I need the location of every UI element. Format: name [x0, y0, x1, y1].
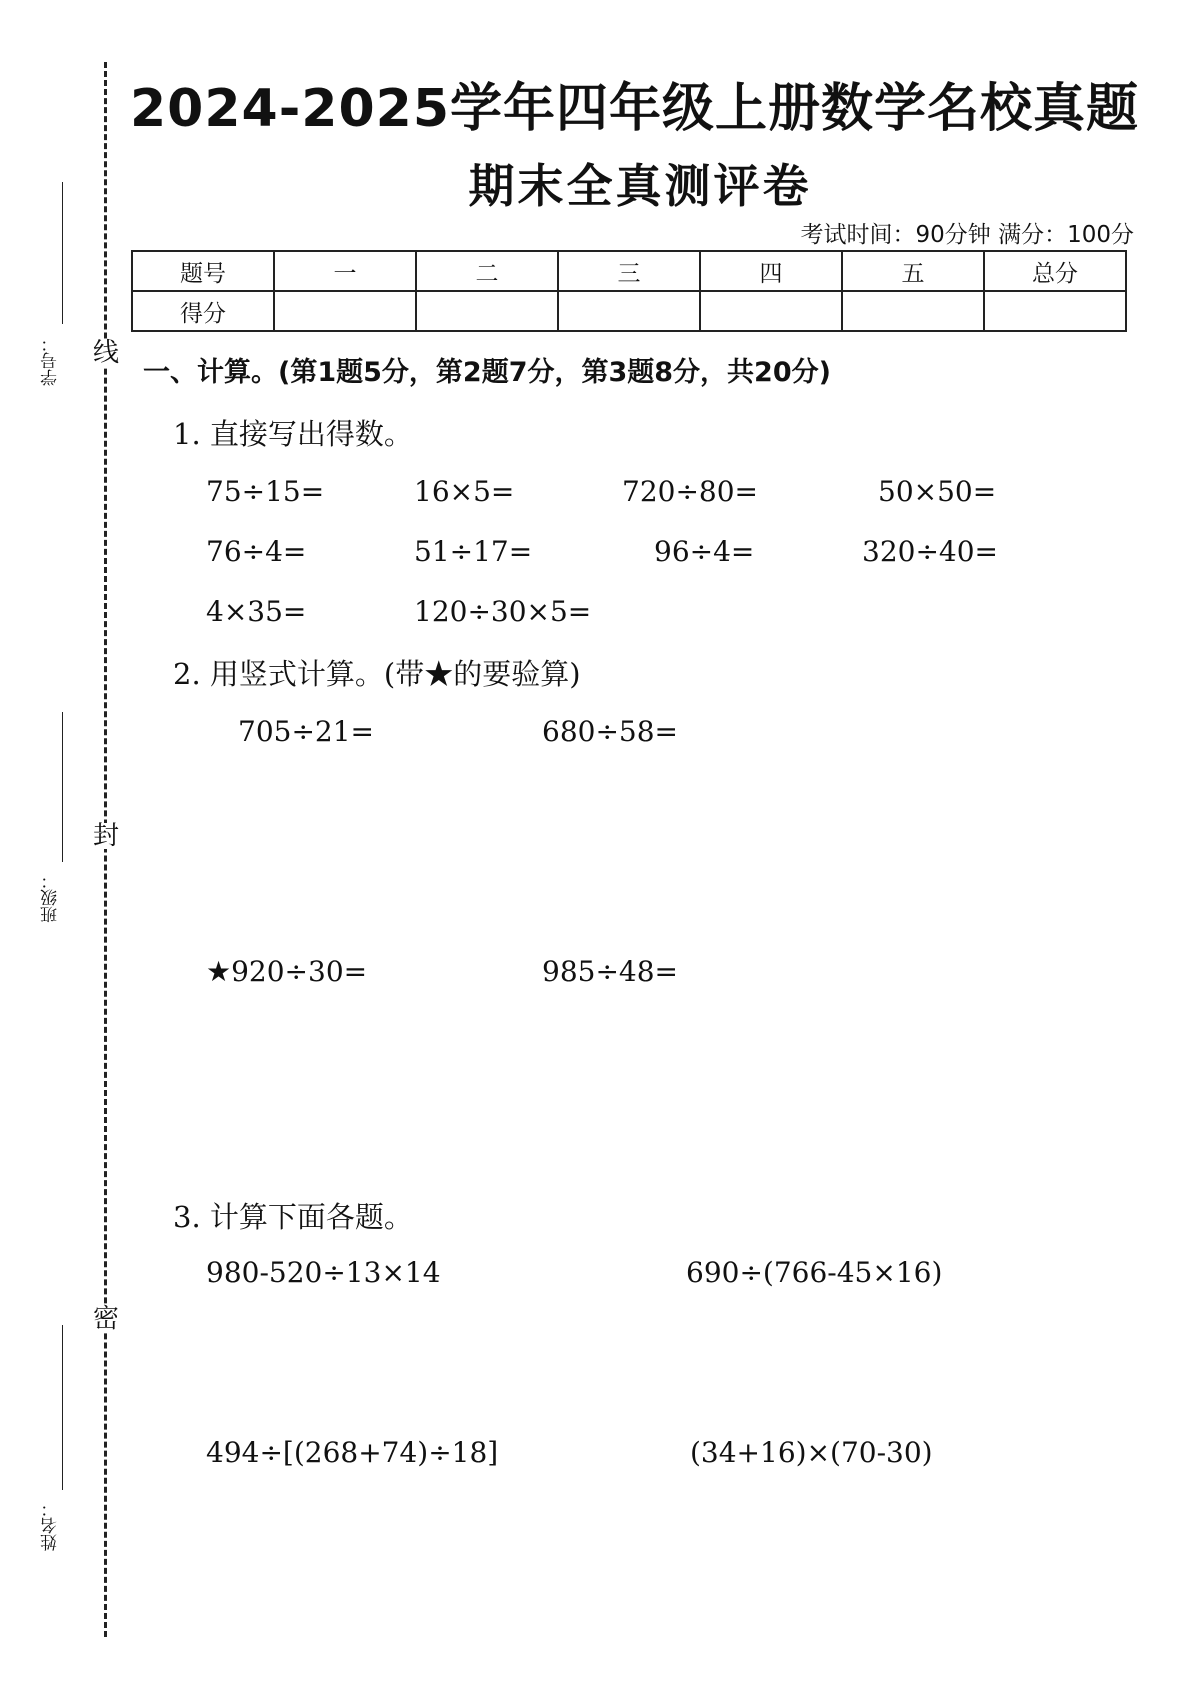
section-1-title: 一、计算。(第1题5分，第2题7分，第3题8分，共20分) [143, 357, 831, 388]
score-cell[interactable] [842, 291, 984, 331]
student-id-label: 学号： [41, 335, 61, 386]
q1-item: 50×50= [878, 475, 997, 508]
q2-item: 985÷48= [542, 955, 678, 988]
q1-item: 16×5= [414, 475, 515, 508]
q1-item: 51÷17= [414, 535, 533, 568]
q1-item: 76÷4= [206, 535, 307, 568]
score-table-score-row [132, 291, 1126, 331]
score-table-header-cell: 一 [274, 251, 416, 291]
score-row-label: 得分 [132, 291, 274, 331]
score-table-header-cell: 二 [416, 251, 558, 291]
score-table [131, 250, 1127, 332]
score-cell[interactable] [416, 291, 558, 331]
q1-item: 4×35= [206, 595, 307, 628]
page-title: 2024-2025学年四年级上册数学名校真题 [130, 79, 1140, 139]
exam-info: 考试时间：90分钟 满分：100分 [800, 222, 1134, 248]
q1-item: 320÷40= [862, 535, 998, 568]
q3-item: 494÷[(268+74)÷18] [206, 1436, 499, 1469]
q3-title: 3. 计算下面各题。 [173, 1200, 413, 1234]
score-cell[interactable] [700, 291, 842, 331]
score-table-header-cell: 四 [700, 251, 842, 291]
q1-item: 120÷30×5= [414, 595, 592, 628]
q2-item: 705÷21= [238, 715, 374, 748]
score-table-header-cell: 总分 [984, 251, 1126, 291]
q1-item: 75÷15= [206, 475, 325, 508]
fold-label-secret: 密 [92, 1304, 119, 1334]
score-table-header-cell: 题号 [132, 251, 274, 291]
name-line[interactable] [62, 1325, 63, 1490]
q2-title: 2. 用竖式计算。(带★的要验算) [173, 657, 581, 691]
class-line[interactable] [62, 712, 63, 862]
score-cell[interactable] [558, 291, 700, 331]
fold-label-seal: 封 [92, 821, 119, 851]
q3-item: (34+16)×(70-30) [690, 1436, 933, 1469]
q1-item: 720÷80= [622, 475, 758, 508]
page-subtitle: 期末全真测评卷 [468, 159, 812, 213]
score-cell[interactable] [984, 291, 1126, 331]
q2-item: 680÷58= [542, 715, 678, 748]
class-label: 班级： [41, 872, 61, 923]
q3-item: 980-520÷13×14 [206, 1256, 441, 1289]
fold-label-line: 线 [92, 338, 119, 368]
score-table-header-cell: 三 [558, 251, 700, 291]
q3-item: 690÷(766-45×16) [686, 1256, 943, 1289]
score-cell[interactable] [274, 291, 416, 331]
q1-title: 1. 直接写出得数。 [173, 417, 413, 451]
name-label: 姓名： [41, 1500, 61, 1551]
q1-item: 96÷4= [654, 535, 755, 568]
score-table-header-row [132, 251, 1126, 291]
score-table-header-cell: 五 [842, 251, 984, 291]
q2-item: ★920÷30= [206, 955, 368, 988]
